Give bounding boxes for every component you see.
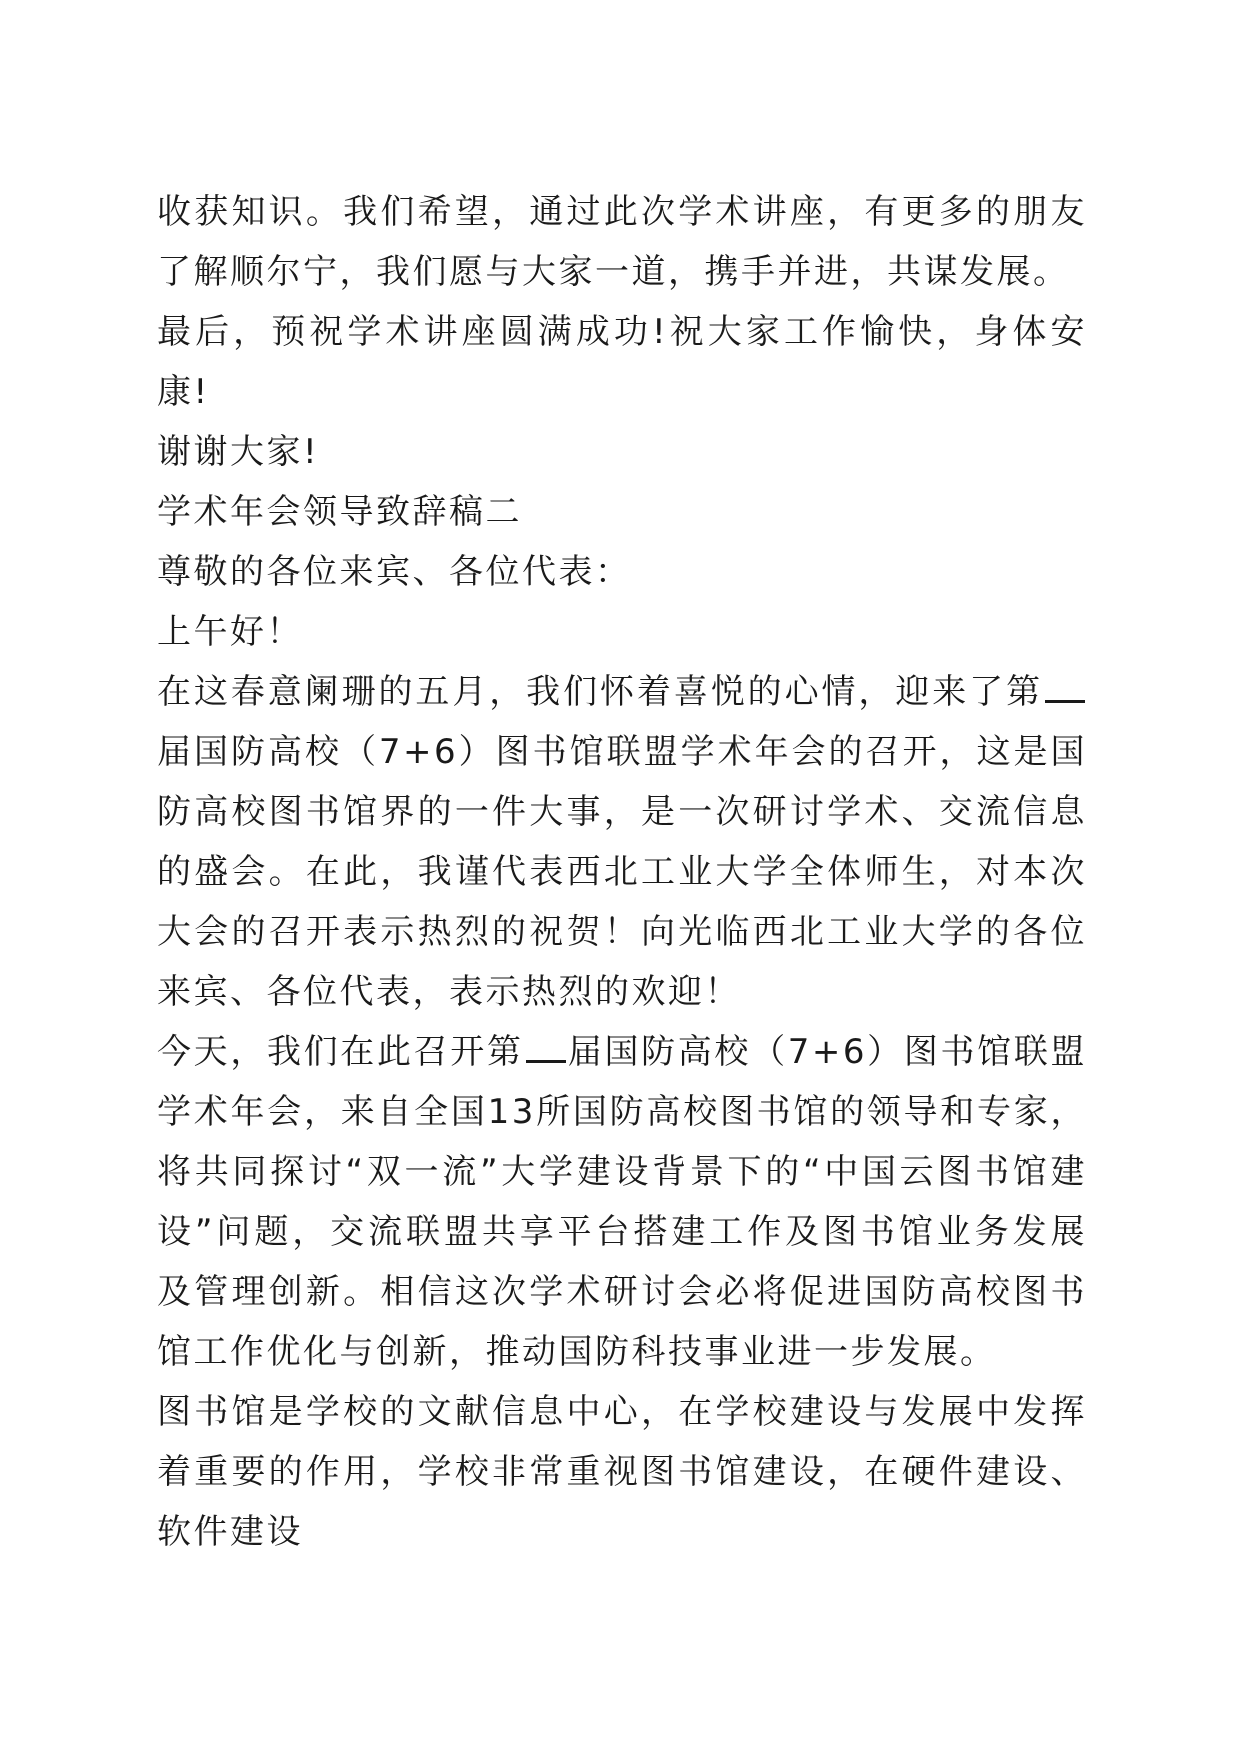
paragraph-text: 最后，预祝学术讲座圆满成功!祝大家工作愉快，身体安康! bbox=[157, 312, 1087, 412]
paragraph-7 bbox=[157, 662, 1087, 1022]
paragraph-text: 届国防高校（7+6）图书馆联盟学术年会，来自全国13所国防高校图书馆的领导和专家，将共同探讨“双一流”大学建设背景下的“中国云图书馆建设”问题，交流联盟共享平台搭建工作及图书馆业务发展及管理创新。相信这次学术研讨会必将促进国防高校图书馆工作优化与创新，推动国防科技事业进一步发展。 bbox=[157, 1032, 1087, 1372]
paragraph-text: 谢谢大家! bbox=[157, 432, 320, 472]
salutation bbox=[157, 542, 1087, 602]
paragraph-text: 学术年会领导致辞稿二 bbox=[157, 492, 522, 532]
paragraph-3 bbox=[157, 422, 1087, 482]
greeting bbox=[157, 602, 1087, 662]
document-page bbox=[157, 182, 1087, 1562]
paragraph-text: 届国防高校（7+6）图书馆联盟学术年会的召开，这是国防高校图书馆界的一件大事，是一次研讨学术、交流信息的盛会。在此，我谨代表西北工业大学全体师生，对本次大会的召开表示热烈的祝贺！向光临西北工业大学的各位来宾、各位代表，表示热烈的欢迎！ bbox=[157, 732, 1087, 1012]
paragraph-text: 收获知识。我们希望，通过此次学术讲座，有更多的朋友了解顺尔宁，我们愿与大家一道，携手并进，共谋发展。 bbox=[157, 192, 1087, 292]
paragraph-text: 尊敬的各位来宾、各位代表： bbox=[157, 552, 632, 592]
paragraph-text: 上午好！ bbox=[157, 612, 303, 652]
paragraph-9 bbox=[157, 1382, 1087, 1562]
paragraph-1 bbox=[157, 182, 1087, 302]
paragraph-text: 今天，我们在此召开第 bbox=[157, 1032, 524, 1072]
paragraph-text: 在这春意阑珊的五月，我们怀着喜悦的心情，迎来了第 bbox=[157, 672, 1043, 712]
paragraph-text: 图书馆是学校的文献信息中心，在学校建设与发展中发挥着重要的作用，学校非常重视图书馆建设，在硬件建设、软件建设 bbox=[157, 1392, 1087, 1552]
paragraph-8 bbox=[157, 1022, 1087, 1382]
section-title bbox=[157, 482, 1087, 542]
blank-underline bbox=[526, 1060, 566, 1063]
blank-underline bbox=[1045, 700, 1085, 703]
paragraph-2 bbox=[157, 302, 1087, 422]
